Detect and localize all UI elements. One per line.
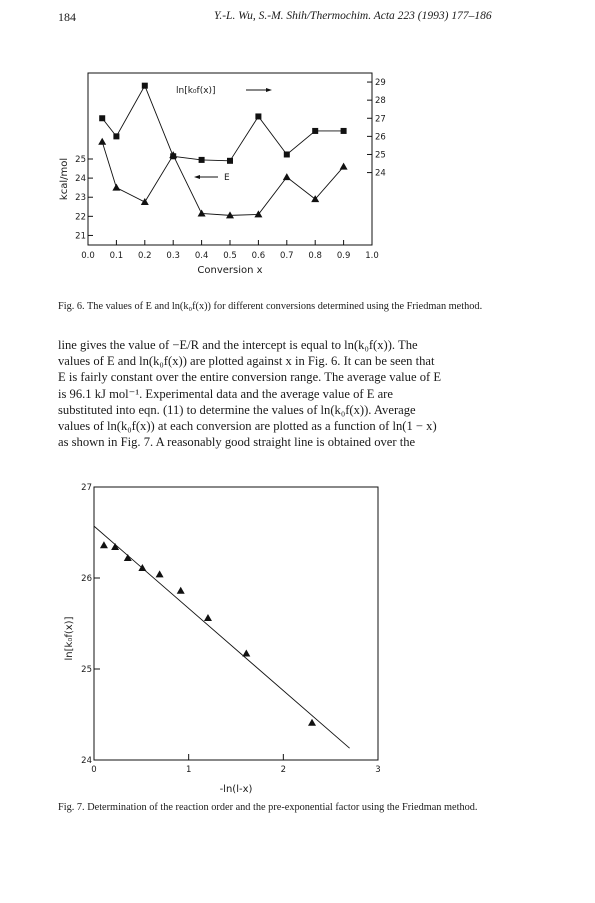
x-tick-label: 0.2 xyxy=(138,251,152,261)
data-point-e xyxy=(98,138,106,145)
data-point-lnk0fx xyxy=(142,83,148,89)
x-tick-label: 0.6 xyxy=(251,251,266,261)
y-left-tick-label: 24 xyxy=(75,174,86,185)
series-line-lnk0fx xyxy=(102,86,343,161)
x-tick-label: 0 xyxy=(91,765,97,775)
fit-line xyxy=(94,526,350,748)
y-left-tick-label: 21 xyxy=(75,231,86,242)
figure-6-caption xyxy=(58,300,538,313)
data-point-lnk0fx xyxy=(255,113,261,119)
x-axis-label: -ln(l-x) xyxy=(219,784,253,795)
data-point-e xyxy=(283,173,291,180)
body-line: substituted into eqn. (11) to determine the values of ln(k₀f(x)). Average xyxy=(58,402,416,417)
plot-frame xyxy=(94,487,378,760)
body-line: is 96.1 kJ mol⁻¹. Experimental data and the average value of E are xyxy=(58,386,393,401)
body-line: line gives the value of −E/R and the intercept is equal to ln(k₀f(x)). The xyxy=(58,338,418,352)
data-point-e xyxy=(340,163,348,170)
x-tick-label: 0.9 xyxy=(336,251,351,261)
data-point-lnk0fx xyxy=(312,128,318,134)
data-point xyxy=(100,541,108,548)
x-tick-label: 0.7 xyxy=(280,251,294,261)
x-tick-label: 1.0 xyxy=(365,251,379,261)
data-point-e xyxy=(141,198,149,205)
x-tick-label: 2 xyxy=(280,765,287,775)
y-tick-label: 27 xyxy=(81,483,92,493)
x-tick-label: 0.3 xyxy=(166,251,180,261)
x-tick-label: 0.0 xyxy=(81,251,95,261)
page-number: 184 xyxy=(58,10,76,24)
figure-7-chart xyxy=(0,470,595,800)
figure-6-caption-text: The values of E and ln(k₀f(x)) for different conversions determined using the Friedman method. xyxy=(87,301,483,312)
data-point-lnk0fx xyxy=(341,128,347,134)
y-tick-label: 26 xyxy=(81,574,92,584)
body-line: E is fairly constant over the entire conversion range. The average value of E xyxy=(58,370,442,385)
y-axis-label: kcal/mol xyxy=(59,157,70,201)
data-point-lnk0fx xyxy=(227,158,233,164)
series-label-e: E xyxy=(224,173,230,183)
y-left-tick-label: 25 xyxy=(75,155,86,165)
x-tick-label: 3 xyxy=(375,765,381,775)
series-label-arrowhead xyxy=(266,88,272,92)
data-point xyxy=(242,650,250,657)
y-left-tick-label: 22 xyxy=(75,212,86,223)
data-point-lnk0fx xyxy=(99,115,105,121)
figure-6-caption-label: Fig. 6. xyxy=(58,301,85,312)
data-point-e xyxy=(198,209,206,216)
data-point xyxy=(204,614,212,621)
x-tick-label: 1 xyxy=(185,765,192,775)
y-tick-label: 24 xyxy=(81,756,92,766)
data-point-lnk0fx xyxy=(199,157,205,163)
data-point xyxy=(156,570,164,577)
series-line-e xyxy=(102,142,343,216)
y-right-tick-label: 29 xyxy=(375,78,386,89)
y-right-tick-label: 28 xyxy=(375,96,386,107)
body-paragraph xyxy=(58,337,538,450)
body-line: values of ln(k₀f(x)) at each conversion are plotted as a function of ln(1 − x) xyxy=(58,419,437,434)
y-right-tick-label: 26 xyxy=(375,132,386,143)
body-line: values of E and ln(k₀f(x)) are plotted against x in Fig. 6. It can be seen that xyxy=(58,354,435,369)
x-tick-label: 0.5 xyxy=(223,251,237,261)
x-tick-label: 0.4 xyxy=(194,251,209,261)
figure-6-chart xyxy=(0,55,595,300)
figure-7-caption-text: Determination of the reaction order and the pre-exponential factor using the Friedman method. xyxy=(87,802,478,813)
data-point xyxy=(177,587,185,594)
data-point-lnk0fx xyxy=(284,151,290,157)
y-right-tick-label: 25 xyxy=(375,150,386,161)
data-point xyxy=(308,719,316,726)
data-point-lnk0fx xyxy=(113,133,119,139)
series-label-arrowhead xyxy=(194,175,200,179)
y-right-tick-label: 24 xyxy=(375,168,386,179)
figure-7-caption-label: Fig. 7. xyxy=(58,802,85,813)
figure-7-caption xyxy=(58,801,538,814)
x-tick-label: 0.8 xyxy=(308,251,322,261)
y-right-tick-label: 27 xyxy=(375,114,386,125)
y-axis-label: ln[k₀f(x)] xyxy=(64,616,75,661)
data-point-e xyxy=(112,184,120,191)
data-point xyxy=(138,564,146,571)
x-tick-label: 0.1 xyxy=(109,251,124,261)
running-title: Y.-L. Wu, S.-M. Shih/Thermochim. Acta 223 (1993) 177–186 xyxy=(214,10,492,22)
y-tick-label: 25 xyxy=(81,665,92,675)
y-left-tick-label: 23 xyxy=(75,193,86,204)
x-axis-label: Conversion x xyxy=(197,265,263,276)
body-line: as shown in Fig. 7. A reasonably good straight line is obtained over the xyxy=(58,435,416,450)
series-label-lnk0fx: ln[k₀f(x)] xyxy=(176,86,216,96)
